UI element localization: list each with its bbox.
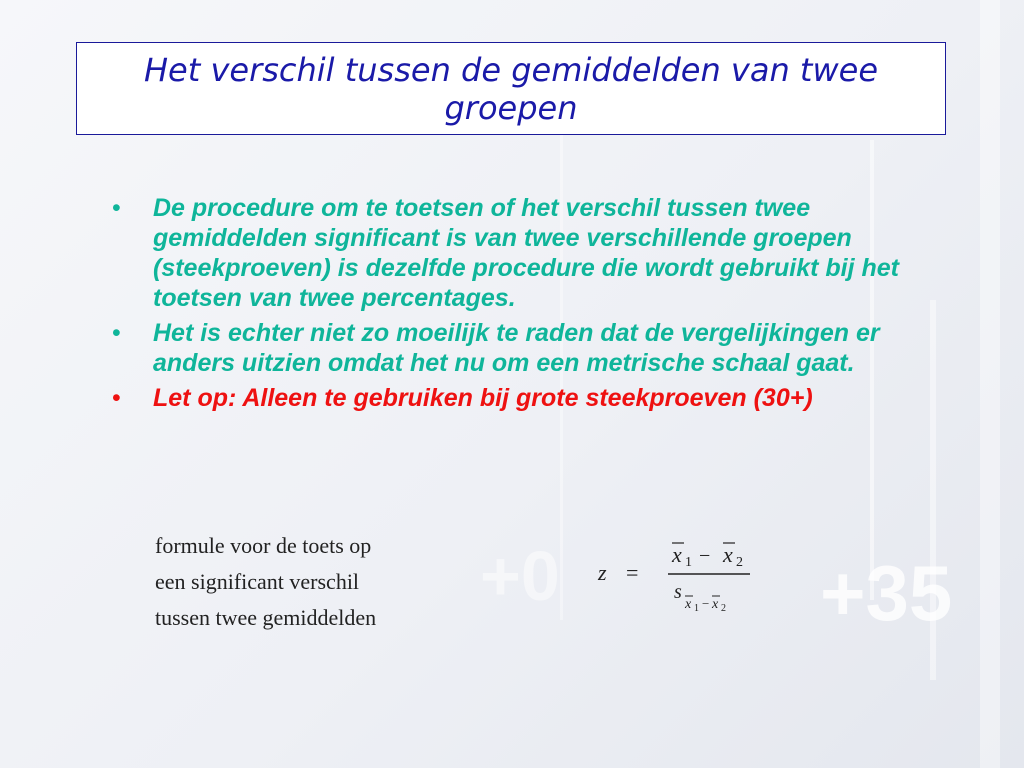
formula-caption-line: formule voor de toets op [155,533,372,558]
bullet-item-warning [112,383,962,413]
bullet-item [112,318,962,378]
formula-caption-line: tussen twee gemiddelden [155,605,377,630]
svg-text:2: 2 [736,555,743,570]
bullet-text: Het is echter niet zo moeilijk te raden dat de vergelijkingen er anders uitzien omdat het nu om een metrische schaal gaat. [153,319,880,377]
svg-text:2: 2 [721,603,726,614]
bullet-item [112,193,962,313]
formula-lhs: z [598,560,607,585]
svg-text:1: 1 [694,603,699,614]
svg-text:+0: +0 [480,537,560,615]
formula-caption-line: een significant verschil [155,569,360,594]
numerator-x2: x [723,542,733,567]
bullet-marker: • [112,194,121,222]
svg-text:+35: +35 [820,549,953,637]
numerator-x1: x [672,542,682,567]
svg-text:x: x [712,597,719,612]
svg-text:−: − [699,545,711,567]
svg-text:1: 1 [685,555,692,570]
svg-text:x: x [685,597,692,612]
bullet-marker: • [112,319,121,347]
z-test-formula [592,536,762,620]
denominator-s: s [674,581,682,603]
bullet-marker: • [112,384,121,412]
slide-title: Het verschil tussen de gemiddelden van twee groepen [143,50,879,127]
formula-equals: = [626,560,639,585]
bullet-text: Let op: Alleen te gebruiken bij grote steekproeven (30+) [153,384,813,412]
svg-text:−: − [702,596,710,611]
title-box [76,42,946,135]
bullet-text: De procedure om te toetsen of het verschil tussen twee gemiddelden significant is van twee verschillende groepen (steekproeven) is dezelfde procedure die wordt gebruikt bij het toetsen van twee percentages. [153,194,899,312]
bullet-list [112,193,962,418]
formula-caption [155,528,455,636]
